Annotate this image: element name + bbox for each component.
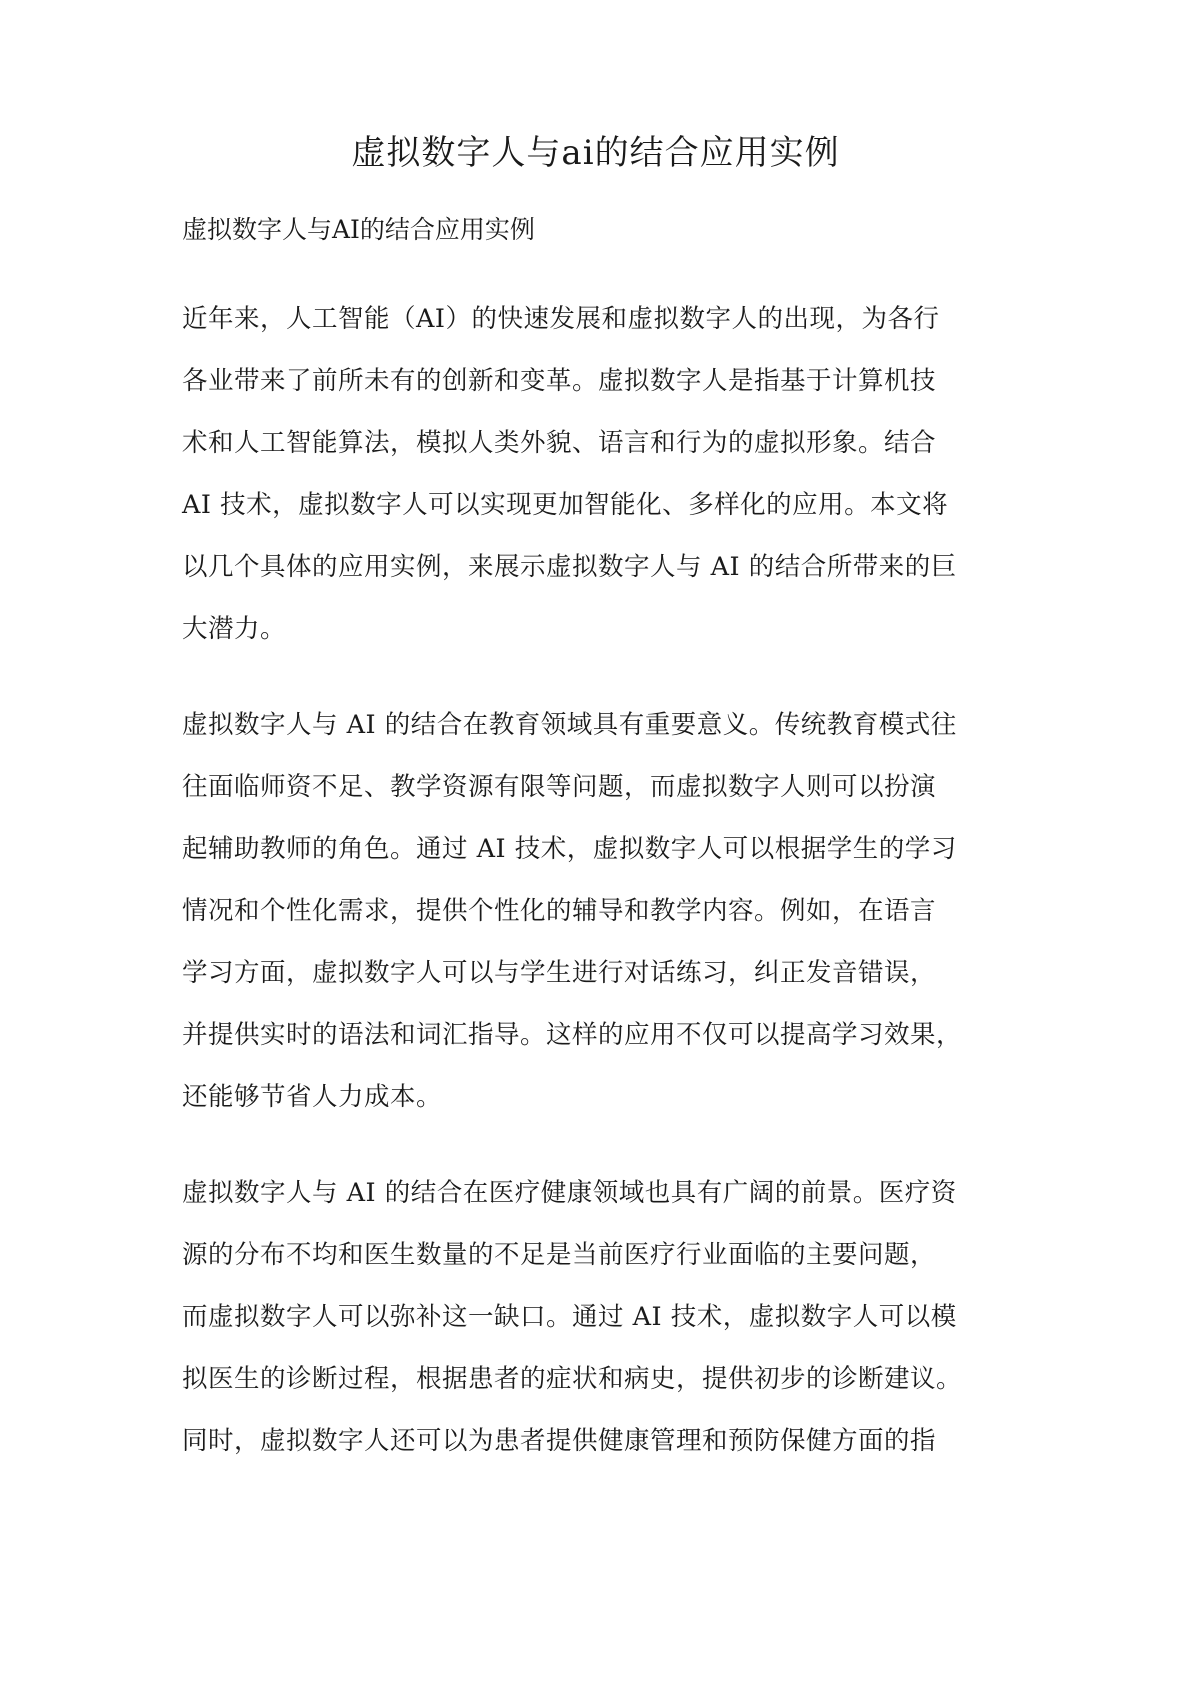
paragraph-line: 起辅助教师的角色。通过 AI 技术，虚拟数字人可以根据学生的学习 <box>182 834 957 864</box>
paragraph-line: AI 技术，虚拟数字人可以实现更加智能化、多样化的应用。本文将 <box>182 490 949 520</box>
paragraph-line: 同时，虚拟数字人还可以为患者提供健康管理和预防保健方面的指 <box>182 1426 937 1456</box>
document-subtitle: 虚拟数字人与AI的结合应用实例 <box>182 215 535 244</box>
paragraph-line: 情况和个性化需求，提供个性化的辅导和教学内容。例如，在语言 <box>182 896 937 926</box>
paragraph-line: 还能够节省人力成本。 <box>182 1082 443 1112</box>
document-title: 虚拟数字人与ai的结合应用实例 <box>351 133 840 173</box>
paragraph-line: 源的分布不均和医生数量的不足是当前医疗行业面临的主要问题， <box>182 1240 937 1270</box>
paragraph-line: 拟医生的诊断过程，根据患者的症状和病史，提供初步的诊断建议。 <box>182 1364 963 1394</box>
paragraph-education <box>182 694 1027 1128</box>
paragraph-intro <box>182 288 1027 660</box>
paragraph-line: 虚拟数字人与 AI 的结合在医疗健康领域也具有广阔的前景。医疗资 <box>182 1178 957 1208</box>
paragraph-line: 而虚拟数字人可以弥补这一缺口。通过 AI 技术，虚拟数字人可以模 <box>182 1302 957 1332</box>
paragraph-healthcare <box>182 1162 1027 1472</box>
paragraph-line: 以几个具体的应用实例，来展示虚拟数字人与 AI 的结合所带来的巨 <box>182 552 957 582</box>
document-body <box>182 210 1027 1506</box>
paragraph-line: 大潜力。 <box>182 614 287 644</box>
paragraph-line: 近年来，人工智能（AI）的快速发展和虚拟数字人的出现，为各行 <box>182 304 940 334</box>
paragraph-line: 往面临师资不足、教学资源有限等问题，而虚拟数字人则可以扮演 <box>182 772 937 802</box>
paragraph-line: 并提供实时的语法和词汇指导。这样的应用不仅可以提高学习效果， <box>182 1020 963 1050</box>
paragraph-line: 各业带来了前所未有的创新和变革。虚拟数字人是指基于计算机技 <box>182 366 937 396</box>
paragraph-line: 虚拟数字人与 AI 的结合在教育领域具有重要意义。传统教育模式往 <box>182 710 957 740</box>
paragraph-line: 学习方面，虚拟数字人可以与学生进行对话练习，纠正发音错误， <box>182 958 937 988</box>
paragraph-line: 术和人工智能算法，模拟人类外貌、语言和行为的虚拟形象。结合 <box>182 428 937 458</box>
